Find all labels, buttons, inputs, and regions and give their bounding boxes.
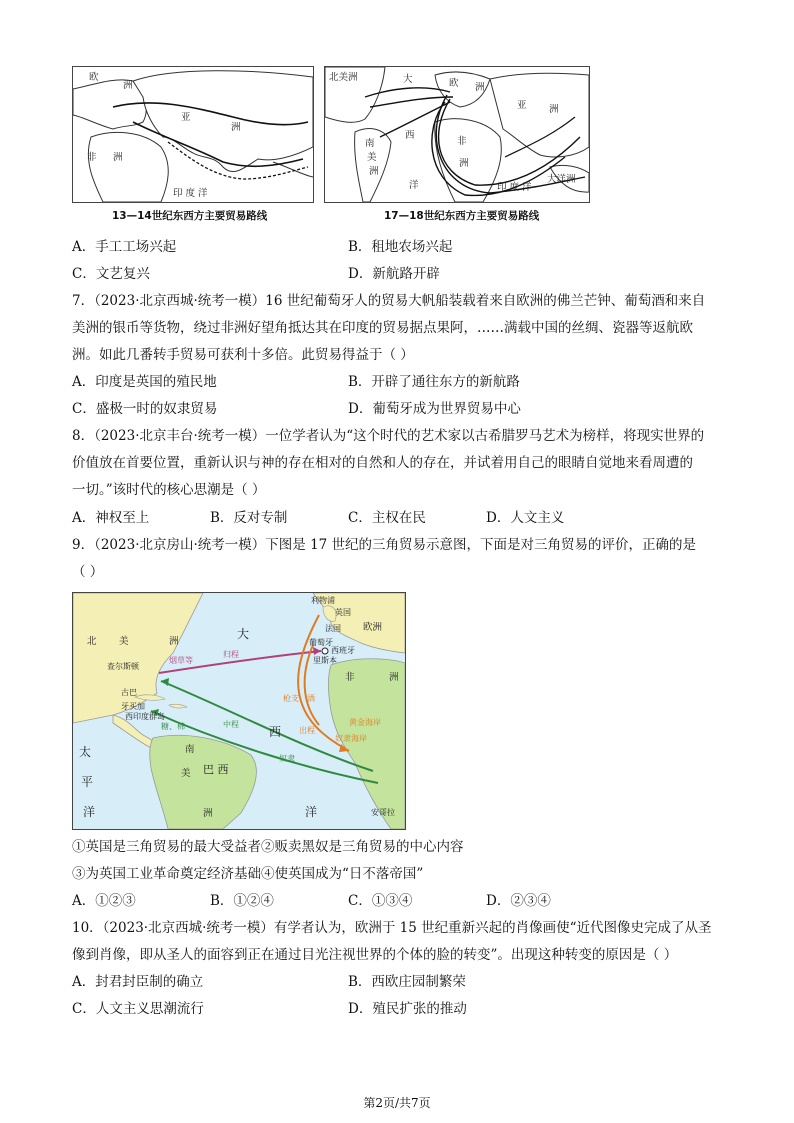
map1-label-europe2: 洲 [123,80,133,91]
q9-statements-line1: ①英国是三角贸易的最大受益者②贩卖黑奴是三角贸易的中心内容 [72,839,464,855]
map3-label-sa3: 洲 [203,808,213,819]
map2-label-sa3: 洲 [369,166,379,177]
map3-label-xi: 西 [269,725,282,739]
map3-label-pyang: 洋 [83,805,96,819]
map2-label-africa1: 非 [457,136,467,147]
q6-option-b[interactable]: B．租地农场兴起 [348,239,453,255]
q7-option-a[interactable]: A．印度是英国的殖民地 [72,374,217,390]
map3-label-europe: 欧洲 [363,622,383,633]
map3-label-route-tobacco: 烟草等 [169,656,193,665]
map2-label-africa2: 洲 [459,158,469,169]
trade-map-13-14c [72,66,314,203]
q10-stem-line2: 像到肖像，即从圣人的面容到正在通过目光注视世界的个体的脸的转变”。出现这种转变的原因是（ ） [72,947,678,963]
q8-stem-line3: 一切。”该时代的核心思潮是（ ） [72,482,266,498]
map1-label-europe1: 欧 [89,72,99,83]
q6-option-d[interactable]: D．新航路开辟 [348,266,440,282]
page-number: 第2页/共7页 [363,1096,431,1110]
q9-option-c[interactable]: C．①③④ [348,893,413,909]
map3-label-angola: 安哥拉 [371,808,395,817]
map2-label-oceania: 大洋洲 [547,174,576,185]
q8-stem-line2: 价值放在首要位置，重新认识与神的存在相对的自然和人的存在，并试着用自己的眼睛自觉地来看周遭的 [72,455,693,471]
map1-label-asia2: 洲 [231,122,241,133]
map3-label-route-return: 归程 [223,650,239,659]
map3-label-yang: 洋 [305,805,318,819]
q10-option-a[interactable]: A．封君封臣制的确立 [72,974,204,990]
q8-option-b[interactable]: B．反对专制 [210,510,288,526]
q6-option-c[interactable]: C．文艺复兴 [72,266,150,282]
map3-label-sa2: 美 [181,768,191,779]
map1-label-ocean: 印 度 洋 [173,188,208,199]
q8-option-d[interactable]: D．人文主义 [486,510,565,526]
map3-label-sa1: 南 [185,744,195,755]
map1-label-asia1: 亚 [181,112,191,123]
map3-label-ping: 平 [81,775,94,789]
map3-label-brazil: 巴 西 [203,763,229,776]
map3-label-tai: 太 [79,745,92,759]
q9-option-a[interactable]: A．①②③ [72,893,136,909]
map3-label-westindies: 西印度群岛 [125,712,165,721]
map3-label-da: 大 [237,627,250,641]
q10-option-c[interactable]: C．人文主义思潮流行 [72,1001,204,1017]
q7-option-b[interactable]: B．开辟了通往东方的新航路 [348,374,520,390]
map2-label-asia1: 亚 [517,100,527,111]
map3-label-route-out: 出程 [299,726,315,735]
map3-label-na3: 洲 [169,636,179,647]
map2-label-sa2: 美 [367,152,377,163]
map3-label-africa2: 洲 [389,672,399,683]
map3-label-liverpool: 利物浦 [311,596,335,605]
q9-option-d[interactable]: D．②③④ [486,893,551,909]
map2-label-atlantic: 大 [403,74,413,85]
map3-label-lisbon: 里斯本 [313,656,337,665]
map2-label-sa1: 南 [365,138,375,149]
q8-stem-line1: 8．（2023·北京丰台·统考一模）一位学者认为“这个时代的艺术家以古希腊罗马艺术为榜样，将现实世界的 [72,428,705,444]
q10-option-b[interactable]: B．西欧庄园制繁荣 [348,974,466,990]
q7-option-c[interactable]: C．盛极一时的奴隶贸易 [72,401,218,417]
map2-label-p2: 洋 [409,180,419,191]
map3-label-route-sugar: 糖、棉 [161,722,185,731]
map2-caption: 17—18世纪东西方主要贸易路线 [384,210,540,222]
q10-option-d[interactable]: D．殖民扩张的推动 [348,1001,467,1017]
q9-stem-line2: （ ） [72,564,104,580]
map2-label-ocean: 印 度 洋 [497,182,532,193]
map3-label-portugal: 葡萄牙 [309,638,333,647]
trade-map-17-18c [324,66,590,203]
triangular-trade-map [72,592,406,830]
map2-label-p1: 西 [405,130,415,141]
map3-label-england: 英国 [335,608,351,617]
q8-option-a[interactable]: A．神权至上 [72,510,150,526]
map3-label-africa1: 非 [345,672,355,683]
map2-label-europe1: 欧 [449,78,459,89]
map2-label-europe2: 洲 [475,82,485,93]
map3-label-route-middle: 中程 [223,720,239,729]
q9-stem-line1: 9．（2023·北京房山·统考一模）下图是 17 世纪的三角贸易示意图，下面是对三角贸易的评价，正确的是 [72,537,697,553]
map3-label-route-slave: 奴隶 [279,754,295,763]
map2-label-asia2: 洲 [549,104,559,115]
map3-label-slave-coast: 奴隶海岸 [335,734,367,743]
map3-label-gold-coast: 黄金海岸 [349,718,381,727]
map3-label-spain: 西班牙 [331,646,355,655]
map3-label-charleston: 查尔斯顿 [107,662,139,671]
map3-label-na1: 北 [87,636,97,647]
q7-stem-line3: 洲。如此几番转手贸易可获利十多倍。此贸易得益于（ ） [72,347,414,363]
q9-option-b[interactable]: B．①②④ [210,893,274,909]
q7-stem-line1: 7．（2023·北京西城·统考一模）16 世纪葡萄牙人的贸易大帆船装载着来自欧洲的佛兰芒钟、葡萄酒和来自 [72,293,706,309]
map1-label-africa2: 洲 [113,152,123,163]
q10-stem-line1: 10．（2023·北京西城·统考一模）有学者认为，欧洲于 15 世纪重新兴起的肖像画使“近代图像史完成了从圣 [72,920,712,936]
q7-option-d[interactable]: D．葡萄牙成为世界贸易中心 [348,401,521,417]
map1-label-africa1: 非 [87,152,97,163]
map3-label-route-guns: 枪支、酒 [283,694,315,703]
map3-label-jamaica: 牙买加 [121,702,145,711]
q7-stem-line2: 美洲的银币等货物，绕过非洲好望角抵达其在印度的贸易据点果阿，……满载中国的丝绸、瓷器等返航欧 [72,320,693,336]
map3-label-france: 法国 [325,624,341,633]
q9-statements-line2: ③为英国工业革命奠定经济基础④使英国成为“日不落帝国” [72,866,424,882]
map3-label-cuba: 古巴 [121,688,137,697]
map1-caption: 13—14世纪东西方主要贸易路线 [112,210,268,222]
trade-map-13-14c-drawing [73,67,313,202]
map3-label-na2: 美 [119,636,129,647]
map2-label-na: 北美洲 [329,72,358,83]
q8-option-c[interactable]: C．主权在民 [348,510,426,526]
q6-option-a[interactable]: A．手工工场兴起 [72,239,177,255]
